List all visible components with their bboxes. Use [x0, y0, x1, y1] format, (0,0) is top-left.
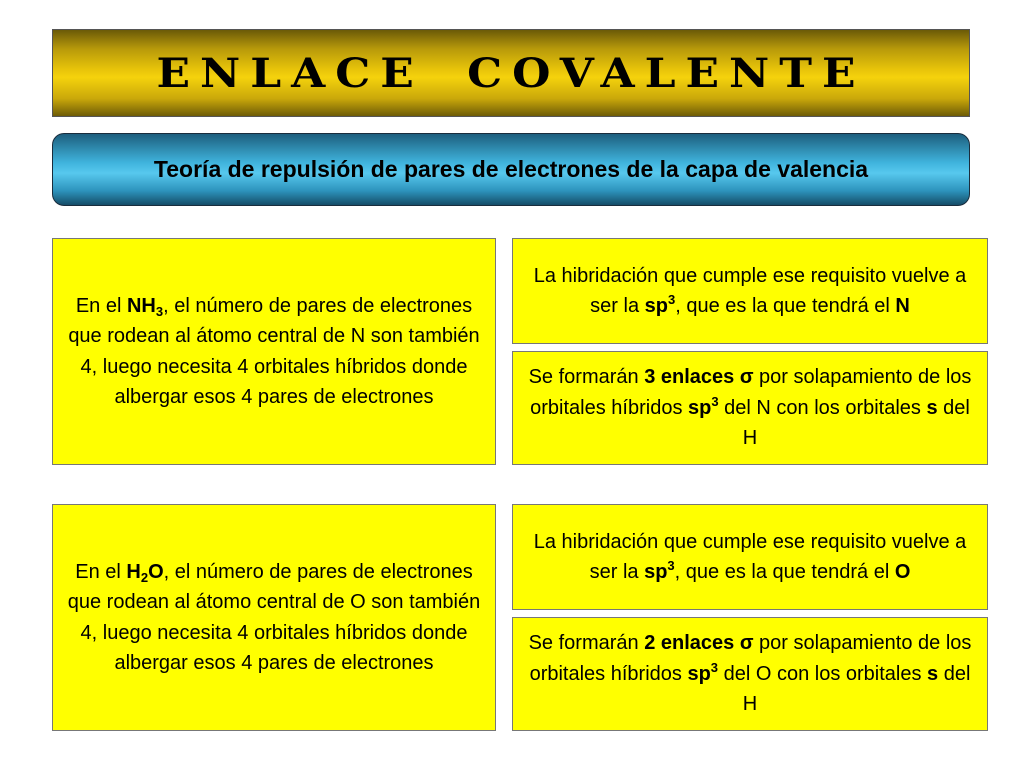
h2o-formula [126, 561, 163, 583]
text-span: , que es la que tendrá el [675, 295, 896, 317]
text-span: , el número de pares de electrones que rodean al átomo central de N son también 4, luego necesita 4 orbitales híbridos donde albergar esos 4 pares de electrones [68, 294, 480, 408]
hybrid-label [644, 558, 675, 583]
text-span: En el [75, 294, 127, 317]
orbital-label: s [927, 662, 939, 685]
formula-subscript: 3 [155, 303, 164, 319]
text-span: del H [742, 396, 970, 450]
title-banner [52, 29, 970, 117]
text-span: , que es la que tendrá el [674, 561, 895, 583]
text-span: , el número de pares de electrones que rodean al átomo central de O son también 4, luego necesita 4 orbitales híbridos donde albergar esos 4 pares de electrones [67, 560, 481, 674]
text-span: por solapamiento de los orbitales híbridos [529, 632, 972, 685]
h2o-explanation-text [63, 557, 485, 679]
nh3-bonds-text [523, 362, 977, 454]
subtitle-banner [52, 133, 970, 206]
nh3-explanation-box [52, 238, 496, 465]
hybrid-superscript: 3 [667, 558, 675, 573]
nh3-formula [127, 295, 163, 317]
text-span: En el [75, 560, 127, 583]
hybrid-superscript: 3 [667, 292, 676, 307]
hybrid-label [688, 393, 719, 419]
text-span: por solapamiento de los orbitales híbridos [530, 366, 972, 419]
h2o-explanation-box [52, 504, 496, 731]
nh3-bonds-box [512, 351, 988, 465]
text-span: La hibridación que cumple ese requisito vuelve a ser la [533, 264, 967, 317]
orbital-label: s [926, 396, 938, 419]
nh3-hybridization-box [512, 238, 988, 344]
text-span: La hibridación que cumple ese requisito vuelve a ser la [533, 530, 967, 583]
h2o-bonds-text [523, 628, 977, 720]
text-span: del O con los orbitales [718, 662, 928, 685]
hybrid-superscript: 3 [710, 659, 719, 675]
bond-count: 3 enlaces σ [644, 366, 754, 389]
formula-text: O [148, 560, 164, 583]
hybrid-text: sp [687, 662, 711, 685]
nh3-explanation-text [63, 291, 485, 413]
h2o-hybridization-box [512, 504, 988, 610]
formula-text: NH [126, 294, 156, 317]
text-span: del N con los orbitales [718, 396, 927, 419]
page-title: ENLACE COVALENTE [156, 49, 866, 97]
hybrid-superscript: 3 [711, 393, 719, 409]
bond-count: 2 enlaces σ [644, 632, 754, 655]
central-atom: O [894, 561, 911, 583]
h2o-bonds-box [512, 617, 988, 731]
text-span: Se formarán [528, 366, 645, 389]
nh3-hybridization-text [523, 261, 977, 322]
text-span: del H [742, 662, 971, 716]
hybrid-text: sp [688, 396, 712, 419]
hybrid-label [644, 292, 676, 317]
text-span: Se formarán [528, 632, 645, 655]
hybrid-label [687, 659, 719, 685]
hybrid-text: sp [644, 561, 668, 583]
hybrid-text: sp [644, 295, 668, 317]
h2o-hybridization-text [523, 527, 977, 588]
central-atom: N [895, 295, 910, 317]
formula-text: H [126, 560, 141, 583]
page-subtitle: Teoría de repulsión de pares de electrones de la capa de valencia [153, 156, 869, 182]
formula-subscript: 2 [140, 569, 149, 585]
